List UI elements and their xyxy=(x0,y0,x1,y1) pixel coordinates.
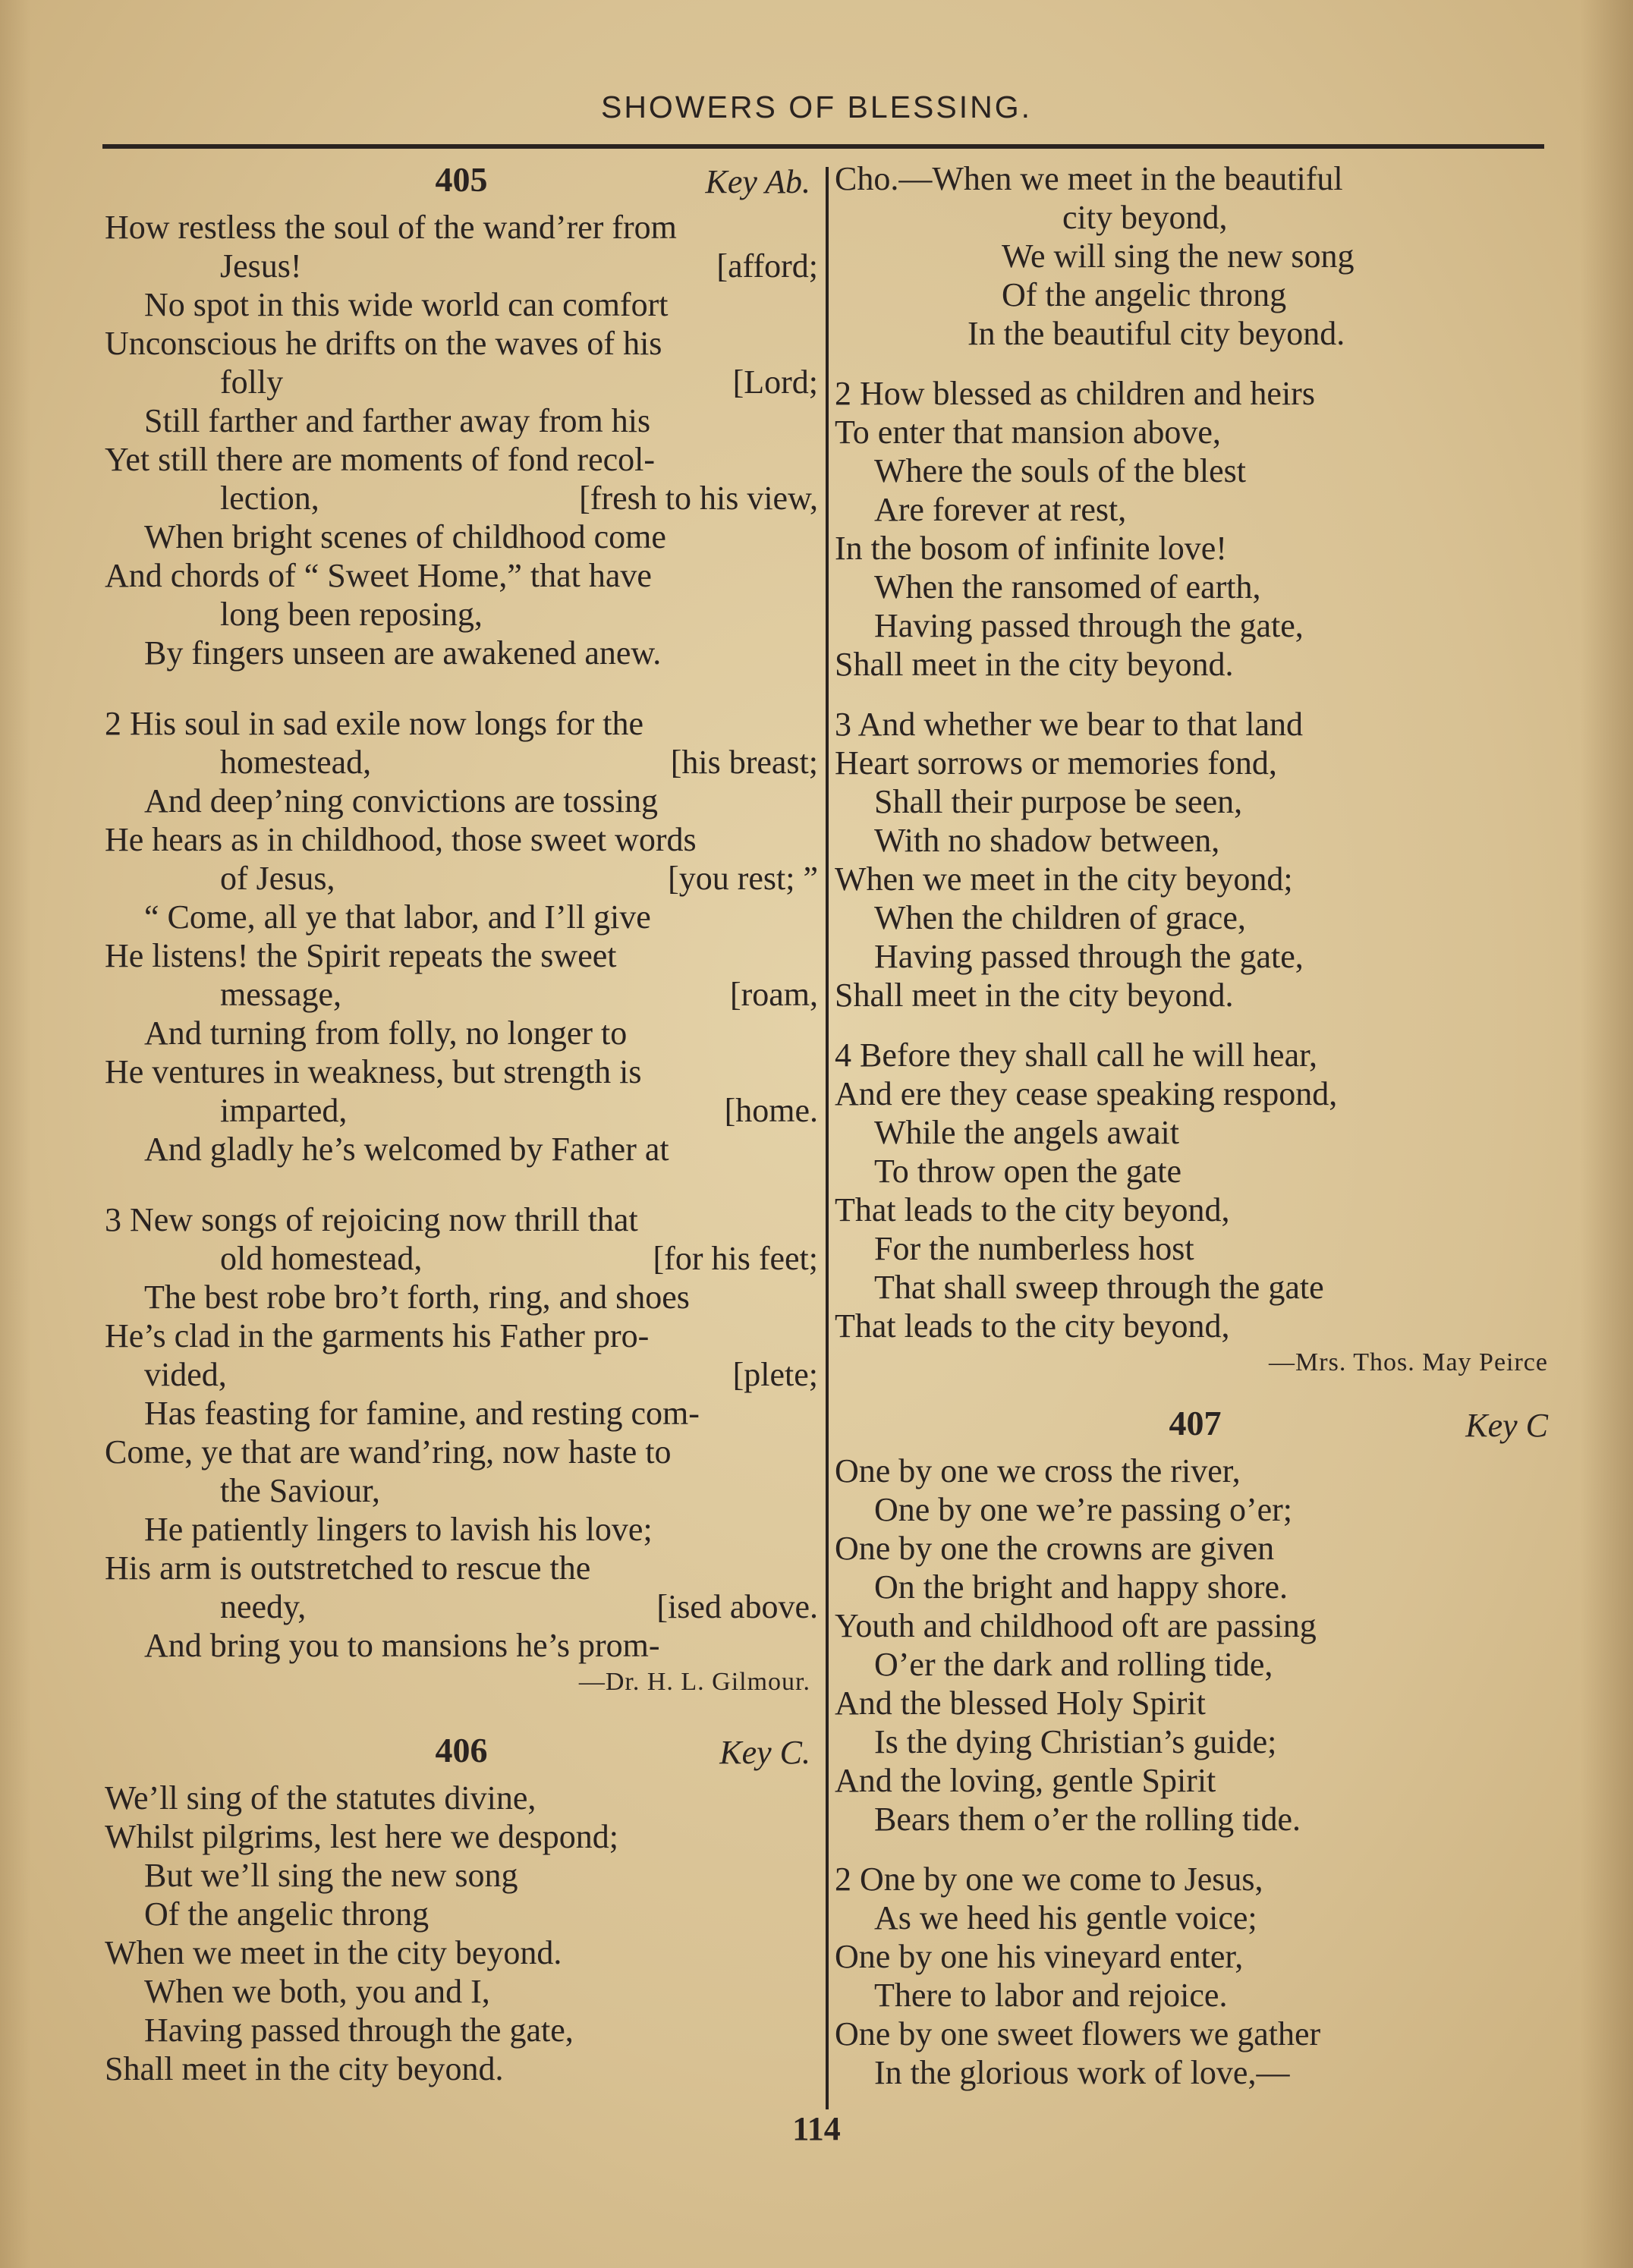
verse-line xyxy=(105,1587,818,1626)
verse-line: The best robe bro’t forth, ring, and shoes xyxy=(144,1279,690,1316)
verse-text: of Jesus, xyxy=(220,860,335,897)
verse-line xyxy=(105,1239,818,1278)
verse-line: city beyond, xyxy=(1062,199,1228,236)
verse-line xyxy=(105,859,818,898)
verse-carry: [Lord; xyxy=(732,363,818,401)
verse-line: But we’ll sing the new song xyxy=(144,1857,518,1894)
verse-line: Bears them o’er the rolling tide. xyxy=(874,1801,1301,1838)
verse-carry: [ised above. xyxy=(656,1588,818,1625)
verse-line: And the loving, gentle Spirit xyxy=(835,1762,1216,1799)
verse-line: Shall their purpose be seen, xyxy=(874,783,1243,820)
verse-text: folly xyxy=(220,363,284,401)
verse-line: There to labor and rejoice. xyxy=(874,1977,1228,2014)
page-number: 114 xyxy=(792,2110,841,2147)
verse-text: lection, xyxy=(220,480,319,517)
verse-line: the Saviour, xyxy=(220,1472,380,1509)
verse-line: While the angels await xyxy=(874,1114,1179,1151)
verse-line: 4 Before they shall call he will hear, xyxy=(835,1036,1318,1074)
verse-line: One by one sweet flowers we gather xyxy=(835,2015,1321,2053)
verse-line xyxy=(105,247,818,285)
verse-line: Unconscious he drifts on the waves of his xyxy=(105,325,662,362)
verse-carry: [his breast; xyxy=(670,744,818,781)
verse-line: He’s clad in the garments his Father pro- xyxy=(105,1317,650,1354)
verse-line: 3 And whether we bear to that land xyxy=(835,706,1304,743)
verse-line: That leads to the city beyond, xyxy=(835,1307,1230,1345)
verse-line: Shall meet in the city beyond. xyxy=(105,2050,504,2087)
verse-text: old homestead, xyxy=(220,1240,423,1277)
verse-line: And ere they cease speaking respond, xyxy=(835,1075,1338,1112)
verse-line: When bright scenes of childhood come xyxy=(144,518,666,555)
verse-line: To enter that mansion above, xyxy=(835,414,1221,451)
hymn-407-stanza-1 xyxy=(835,1452,1556,1839)
hymn-number: 405 xyxy=(435,160,488,199)
verse-text: Jesus! xyxy=(220,247,302,285)
verse-line xyxy=(105,363,818,401)
verse-text: needy, xyxy=(220,1588,307,1625)
verse-line: 2 One by one we come to Jesus, xyxy=(835,1861,1263,1898)
verse-line: Of the angelic throng xyxy=(144,1895,429,1933)
verse-line: He hears as in childhood, those sweet words xyxy=(105,821,697,858)
verse-carry: [fresh to his view, xyxy=(579,480,818,517)
hymn-406-stanza-3 xyxy=(835,705,1556,1014)
verse-line: Shall meet in the city beyond. xyxy=(835,646,1234,683)
verse-line: As we heed his gentle voice; xyxy=(874,1899,1257,1936)
verse-line: When the ransomed of earth, xyxy=(874,568,1261,606)
hymn-406-stanza-2 xyxy=(835,374,1556,684)
verse-line: No spot in this wide world can comfort xyxy=(144,286,669,323)
verse-line: And chords of “ Sweet Home,” that have xyxy=(105,557,652,594)
verse-line: One by one we’re passing o’er; xyxy=(874,1491,1293,1528)
verse-line: One by one the crowns are given xyxy=(835,1530,1275,1567)
verse-line: That shall sweep through the gate xyxy=(874,1269,1324,1306)
verse-line: We’ll sing of the statutes divine, xyxy=(105,1779,536,1817)
verse-line: And gladly he’s welcomed by Father at xyxy=(144,1131,669,1168)
verse-line: And bring you to mansions he’s prom- xyxy=(144,1627,660,1664)
verse-line: 3 New songs of rejoicing now thrill that xyxy=(105,1201,638,1238)
verse-line: Is the dying Christian’s guide; xyxy=(874,1723,1277,1760)
verse-line: “ Come, all ye that labor, and I’ll give xyxy=(144,898,651,936)
verse-line: Cho.—When we meet in the beautiful xyxy=(835,160,1343,197)
verse-carry: [roam, xyxy=(729,976,818,1013)
verse-text: vided, xyxy=(144,1356,227,1393)
page-edge-right xyxy=(1580,0,1633,2268)
verse-text: homestead, xyxy=(220,744,372,781)
hymn-406-stanza-1 xyxy=(105,1779,818,2088)
verse-line: Whilst pilgrims, lest here we despond; xyxy=(105,1818,618,1855)
running-head: SHOWERS OF BLESSING. xyxy=(600,90,1033,124)
verse-line: On the bright and happy shore. xyxy=(874,1568,1288,1606)
verse-line: With no shadow between, xyxy=(874,822,1220,859)
hymn-number: 406 xyxy=(435,1731,488,1769)
verse-line xyxy=(105,743,818,782)
verse-line: Yet still there are moments of fond recol- xyxy=(105,441,656,478)
hymn-406-chorus xyxy=(835,159,1556,353)
left-column xyxy=(105,159,818,2120)
verse-line xyxy=(105,1355,818,1394)
hymn-407-stanza-2 xyxy=(835,1860,1556,2092)
verse-line: That leads to the city beyond, xyxy=(835,1191,1230,1228)
verse-line: And the blessed Holy Spirit xyxy=(835,1684,1206,1722)
hymn-406-header xyxy=(105,1730,818,1779)
verse-line: One by one his vineyard enter, xyxy=(835,1938,1244,1975)
verse-line: When we meet in the city beyond. xyxy=(105,1934,562,1971)
verse-line: His arm is outstretched to rescue the xyxy=(105,1549,591,1587)
hymn-key: Key Ab. xyxy=(705,163,810,200)
hymn-key: Key C. xyxy=(719,1734,810,1771)
verse-line: Having passed through the gate, xyxy=(874,607,1304,644)
verse-line: Heart sorrows or memories fond, xyxy=(835,744,1277,782)
verse-line: He listens! the Spirit repeats the sweet xyxy=(105,937,617,974)
verse-line xyxy=(105,975,818,1014)
verse-line xyxy=(105,1091,818,1130)
hymn-number: 407 xyxy=(1169,1404,1222,1442)
verse-line: In the beautiful city beyond. xyxy=(968,315,1345,352)
verse-line: Still farther and farther away from his xyxy=(144,402,651,439)
hymn-406-stanza-4 xyxy=(835,1036,1556,1380)
right-column xyxy=(835,159,1556,2124)
verse-line: Are forever at rest, xyxy=(874,491,1127,528)
hymn-key: Key C xyxy=(1465,1407,1548,1444)
hymn-405-stanza-2 xyxy=(105,704,818,1169)
verse-text: message, xyxy=(220,976,342,1013)
verse-line: 2 How blessed as children and heirs xyxy=(835,375,1315,412)
verse-line: When we meet in the city beyond; xyxy=(835,860,1293,898)
hymn-author: —Dr. H. L. Gilmour. xyxy=(578,1668,810,1696)
verse-line: Shall meet in the city beyond. xyxy=(835,977,1234,1014)
hymn-407-header xyxy=(835,1403,1556,1452)
verse-line: O’er the dark and rolling tide, xyxy=(874,1646,1273,1683)
verse-line: Having passed through the gate, xyxy=(144,2012,574,2049)
hymn-405-stanza-3 xyxy=(105,1200,818,1700)
verse-line: By fingers unseen are awakened anew. xyxy=(144,634,662,672)
verse-line: We will sing the new song xyxy=(1002,237,1355,275)
verse-line: In the bosom of infinite love! xyxy=(835,530,1227,567)
verse-carry: [home. xyxy=(724,1092,818,1129)
header-rule xyxy=(102,144,1544,149)
verse-line: And deep’ning convictions are tossing xyxy=(144,782,658,819)
verse-line: To throw open the gate xyxy=(874,1153,1182,1190)
verse-carry: [afford; xyxy=(716,247,818,285)
verse-line: long been reposing, xyxy=(220,596,483,633)
verse-carry: [plete; xyxy=(732,1356,818,1393)
verse-line: Youth and childhood oft are passing xyxy=(835,1607,1317,1644)
hymn-405-header xyxy=(105,159,818,208)
verse-line: Has feasting for famine, and resting com- xyxy=(144,1395,700,1432)
verse-line: He patiently lingers to lavish his love; xyxy=(144,1511,653,1548)
verse-line: 2 His soul in sad exile now longs for the xyxy=(105,705,644,742)
verse-line: Of the angelic throng xyxy=(1002,276,1287,313)
verse-line: And turning from folly, no longer to xyxy=(144,1014,628,1052)
verse-line: Come, ye that are wand’ring, now haste to xyxy=(105,1433,672,1471)
hymn-405-stanza-1 xyxy=(105,208,818,672)
verse-line: When the children of grace, xyxy=(874,899,1246,936)
verse-line: He ventures in weakness, but strength is xyxy=(105,1053,642,1090)
verse-line: In the glorious work of love,— xyxy=(874,2054,1290,2091)
column-divider xyxy=(826,167,829,2109)
verse-carry: [for his feet; xyxy=(653,1240,818,1277)
verse-text: imparted, xyxy=(220,1092,348,1129)
verse-line: How restless the soul of the wand’rer from xyxy=(105,209,677,246)
verse-line: One by one we cross the river, xyxy=(835,1452,1241,1489)
page-edge-left xyxy=(0,0,30,2268)
verse-line: When we both, you and I, xyxy=(144,1973,490,2010)
hymn-author: —Mrs. Thos. May Peirce xyxy=(1269,1348,1548,1376)
verse-carry: [you rest; ” xyxy=(668,860,818,897)
verse-line: Where the souls of the blest xyxy=(874,452,1246,489)
verse-line xyxy=(105,479,818,517)
verse-line: For the numberless host xyxy=(874,1230,1194,1267)
verse-line: Having passed through the gate, xyxy=(874,938,1304,975)
